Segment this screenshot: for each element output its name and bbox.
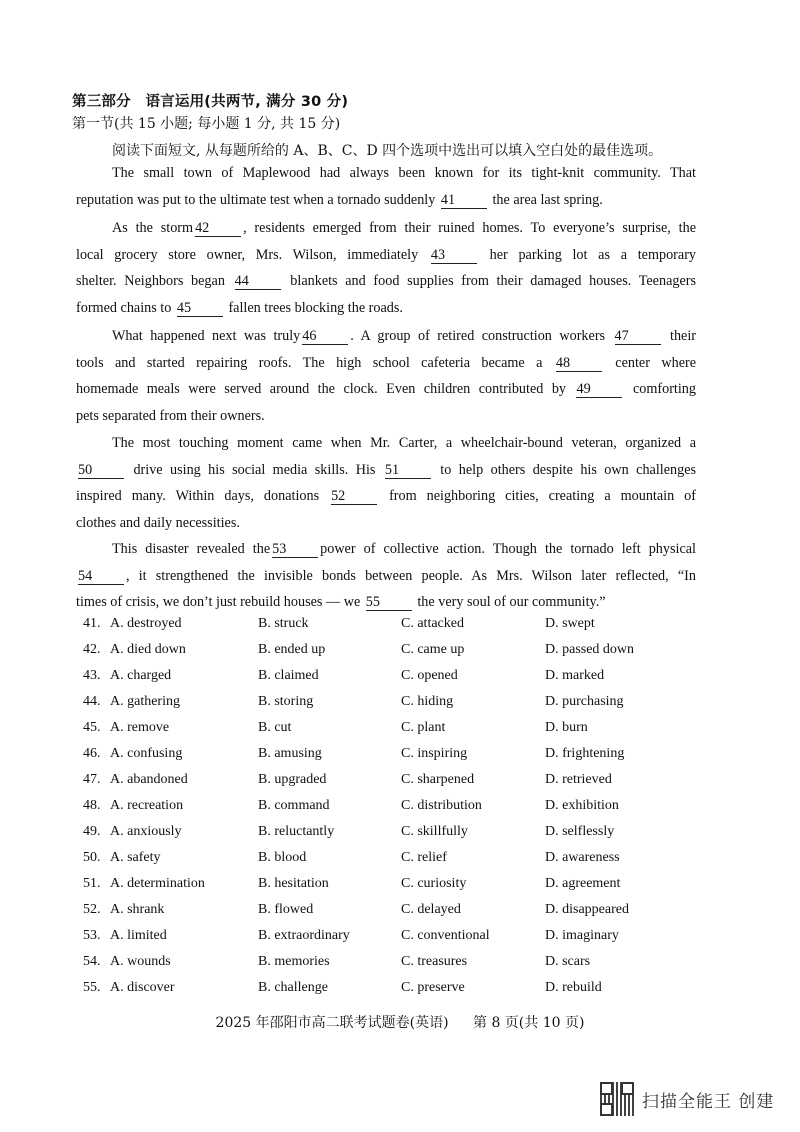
- blank-45: 45: [177, 300, 223, 317]
- option-c: C. skillfully: [401, 824, 468, 839]
- passage-line: reputation was put to the ultimate test when a tornado suddenly 41 the area last spring.: [76, 191, 603, 208]
- question-row-51: 51. A. determination B. hesitation C. curiosity D. agreement: [83, 876, 621, 891]
- option-d: D. swept: [545, 616, 595, 631]
- section-title: 第一节(共 15 小题; 每小题 1 分, 共 15 分): [72, 116, 341, 132]
- option-c: C. curiosity: [401, 876, 467, 891]
- option-b: B. command: [258, 798, 330, 813]
- blank-55: 55: [366, 594, 412, 611]
- option-b: B. hesitation: [258, 876, 329, 891]
- option-b: B. flowed: [258, 902, 314, 917]
- option-c: C. sharpened: [401, 772, 475, 787]
- blank-49: 49: [576, 381, 622, 398]
- passage-line: This disaster revealed the 53 power of collective action. Though the tornado left physical: [112, 541, 696, 557]
- option-a: A. anxiously: [110, 824, 182, 839]
- option-a: A. shrank: [110, 902, 165, 917]
- option-b: B. amusing: [258, 746, 322, 761]
- blank-42: 42: [195, 220, 241, 237]
- option-a: A. confusing: [110, 746, 183, 761]
- option-d: D. purchasing: [545, 694, 624, 709]
- option-d: D. awareness: [545, 850, 620, 865]
- blank-41: 41: [441, 192, 487, 209]
- page-footer: [0, 1012, 800, 1032]
- option-c: C. came up: [401, 642, 465, 657]
- blank-54: 54: [78, 568, 124, 585]
- question-row-48: 48. A. recreation B. command C. distribution D. exhibition: [83, 798, 619, 813]
- option-d: D. exhibition: [545, 798, 619, 813]
- option-d: D. agreement: [545, 876, 621, 891]
- passage-paragraph-2: [76, 215, 696, 321]
- blank-52: 52: [331, 488, 377, 505]
- passage-line: As the storm 42 , residents emerged from their ruined homes. To everyone’s surprise, the: [112, 220, 696, 236]
- option-d: D. imaginary: [545, 928, 619, 943]
- passage-paragraph-1: [76, 160, 696, 213]
- passage-line: times of crisis, we don’t just rebuild houses — we 55 the very soul of our community.”: [76, 594, 606, 610]
- blank-43: 43: [431, 247, 477, 264]
- option-b: B. cut: [258, 720, 292, 735]
- question-row-53: 53. A. limited B. extraordinary C. conventional D. imaginary: [83, 928, 619, 943]
- option-a: A. determination: [110, 876, 205, 891]
- passage-line: homemade meals were served around the clock. Even children contributed by 49 comforting: [76, 381, 696, 397]
- exam-title: 2025 年邵阳市高二联考试题卷(英语): [215, 1015, 449, 1031]
- option-d: D. scars: [545, 954, 591, 969]
- question-row-45: 45. A. remove B. cut C. plant D. burn: [83, 720, 588, 735]
- passage-line: The most touching moment came when Mr. Carter, a wheelchair-bound veteran, organized a: [112, 435, 696, 451]
- option-d: D. retrieved: [545, 772, 612, 787]
- passage-line: 54 , it strengthened the invisible bonds between people. As Mrs. Wilson later reflected, “In: [78, 567, 696, 584]
- question-row-50: 50. A. safety B. blood C. relief D. awareness: [83, 850, 620, 865]
- option-a: A. limited: [110, 928, 167, 943]
- option-b: B. ended up: [258, 642, 326, 657]
- instructions: 阅读下面短文, 从每题所给的 A、B、C、D 四个选项中选出可以填入空白处的最佳选项。: [112, 143, 663, 159]
- scanner-watermark: [600, 1082, 774, 1116]
- watermark-text: 扫描全能王 创建: [642, 1091, 775, 1112]
- question-row-54: 54. A. wounds B. memories C. treasures D. scars: [83, 954, 591, 969]
- option-a: A. charged: [110, 668, 172, 683]
- option-b: B. struck: [258, 616, 309, 631]
- option-a: A. discover: [110, 980, 175, 995]
- option-a: A. abandoned: [110, 772, 188, 787]
- option-d: D. rebuild: [545, 980, 602, 995]
- option-c: C. treasures: [401, 954, 468, 969]
- passage-line: 50 drive using his social media skills. His 51 to help others despite his own challenges: [78, 461, 697, 478]
- passage-paragraph-4: [76, 430, 696, 536]
- option-a: A. gathering: [110, 694, 180, 709]
- option-c: C. delayed: [401, 902, 461, 917]
- option-a: A. died down: [110, 642, 186, 657]
- passage-paragraph-5: [76, 536, 696, 616]
- option-d: D. disappeared: [545, 902, 629, 917]
- option-b: B. storing: [258, 694, 314, 709]
- question-row-41: 41. A. destroyed B. struck C. attacked D. swept: [83, 616, 595, 631]
- passage-paragraph-3: [76, 323, 696, 429]
- option-c: C. preserve: [401, 980, 465, 995]
- question-row-49: 49. A. anxiously B. reluctantly C. skillfully D. selflessly: [83, 824, 615, 839]
- question-options-list: [83, 616, 703, 1006]
- option-d: D. marked: [545, 668, 605, 683]
- question-row-43: 43. A. charged B. claimed C. opened D. marked: [83, 668, 605, 683]
- blank-44: 44: [235, 273, 281, 290]
- page-number: 第 8 页(共 10 页): [473, 1015, 585, 1031]
- option-a: A. recreation: [110, 798, 184, 813]
- question-row-46: 46. A. confusing B. amusing C. inspiring D. frightening: [83, 746, 625, 761]
- passage-line: What happened next was truly 46 . A group of retired construction workers 47 their: [112, 328, 696, 344]
- option-d: D. frightening: [545, 746, 625, 761]
- option-a: A. destroyed: [110, 616, 182, 631]
- passage-line: formed chains to 45 fallen trees blocking the roads.: [76, 299, 403, 316]
- blank-47: 47: [615, 328, 661, 345]
- option-d: D. passed down: [545, 642, 635, 657]
- option-b: B. upgraded: [258, 772, 327, 787]
- blank-46: 46: [302, 328, 348, 345]
- option-a: A. safety: [110, 850, 161, 865]
- blank-48: 48: [556, 355, 602, 372]
- passage-line: tools and started repairing roofs. The high school cafeteria became a 48 center where: [76, 354, 697, 371]
- blank-50: 50: [78, 462, 124, 479]
- option-c: C. attacked: [401, 616, 464, 631]
- passage-line: local grocery store owner, Mrs. Wilson, immediately 43 her parking lot as a temporary: [76, 246, 697, 263]
- option-b: B. blood: [258, 850, 307, 865]
- question-row-47: 47. A. abandoned B. upgraded C. sharpened D. retrieved: [83, 772, 612, 787]
- question-row-52: 52. A. shrank B. flowed C. delayed D. disappeared: [83, 902, 629, 917]
- question-row-44: 44. A. gathering B. storing C. hiding D. purchasing: [83, 694, 624, 709]
- option-c: C. distribution: [401, 798, 482, 813]
- option-b: B. memories: [258, 954, 330, 969]
- option-a: A. remove: [110, 720, 170, 735]
- option-c: C. hiding: [401, 694, 454, 709]
- blank-53: 53: [272, 541, 318, 558]
- question-row-55: 55. A. discover B. challenge C. preserve D. rebuild: [83, 980, 602, 995]
- option-c: C. conventional: [401, 928, 490, 943]
- question-row-42: 42. A. died down B. ended up C. came up D. passed down: [83, 642, 635, 657]
- option-b: B. extraordinary: [258, 928, 350, 943]
- option-c: C. relief: [401, 850, 447, 865]
- option-d: D. burn: [545, 720, 588, 735]
- passage-line: The small town of Maplewood had always been known for its tight-knit community. That: [112, 165, 696, 181]
- option-b: B. claimed: [258, 668, 319, 683]
- passage-line: clothes and daily necessities.: [76, 514, 240, 531]
- option-b: B. challenge: [258, 980, 328, 995]
- blank-51: 51: [385, 462, 431, 479]
- option-c: C. inspiring: [401, 746, 468, 761]
- passage-line: pets separated from their owners.: [76, 407, 265, 424]
- option-d: D. selflessly: [545, 824, 615, 839]
- option-b: B. reluctantly: [258, 824, 335, 839]
- option-c: C. plant: [401, 720, 446, 735]
- qr-code-icon: [600, 1082, 634, 1116]
- passage-line: shelter. Neighbors began 44 blankets and food supplies from their damaged houses. Teenagers: [76, 273, 697, 289]
- part-title: 第三部分 语言运用(共两节, 满分 30 分): [72, 94, 349, 110]
- option-c: C. opened: [401, 668, 458, 683]
- passage-line: inspired many. Within days, donations 52 from neighboring cities, creating a mountain of: [76, 488, 696, 504]
- option-a: A. wounds: [110, 954, 171, 969]
